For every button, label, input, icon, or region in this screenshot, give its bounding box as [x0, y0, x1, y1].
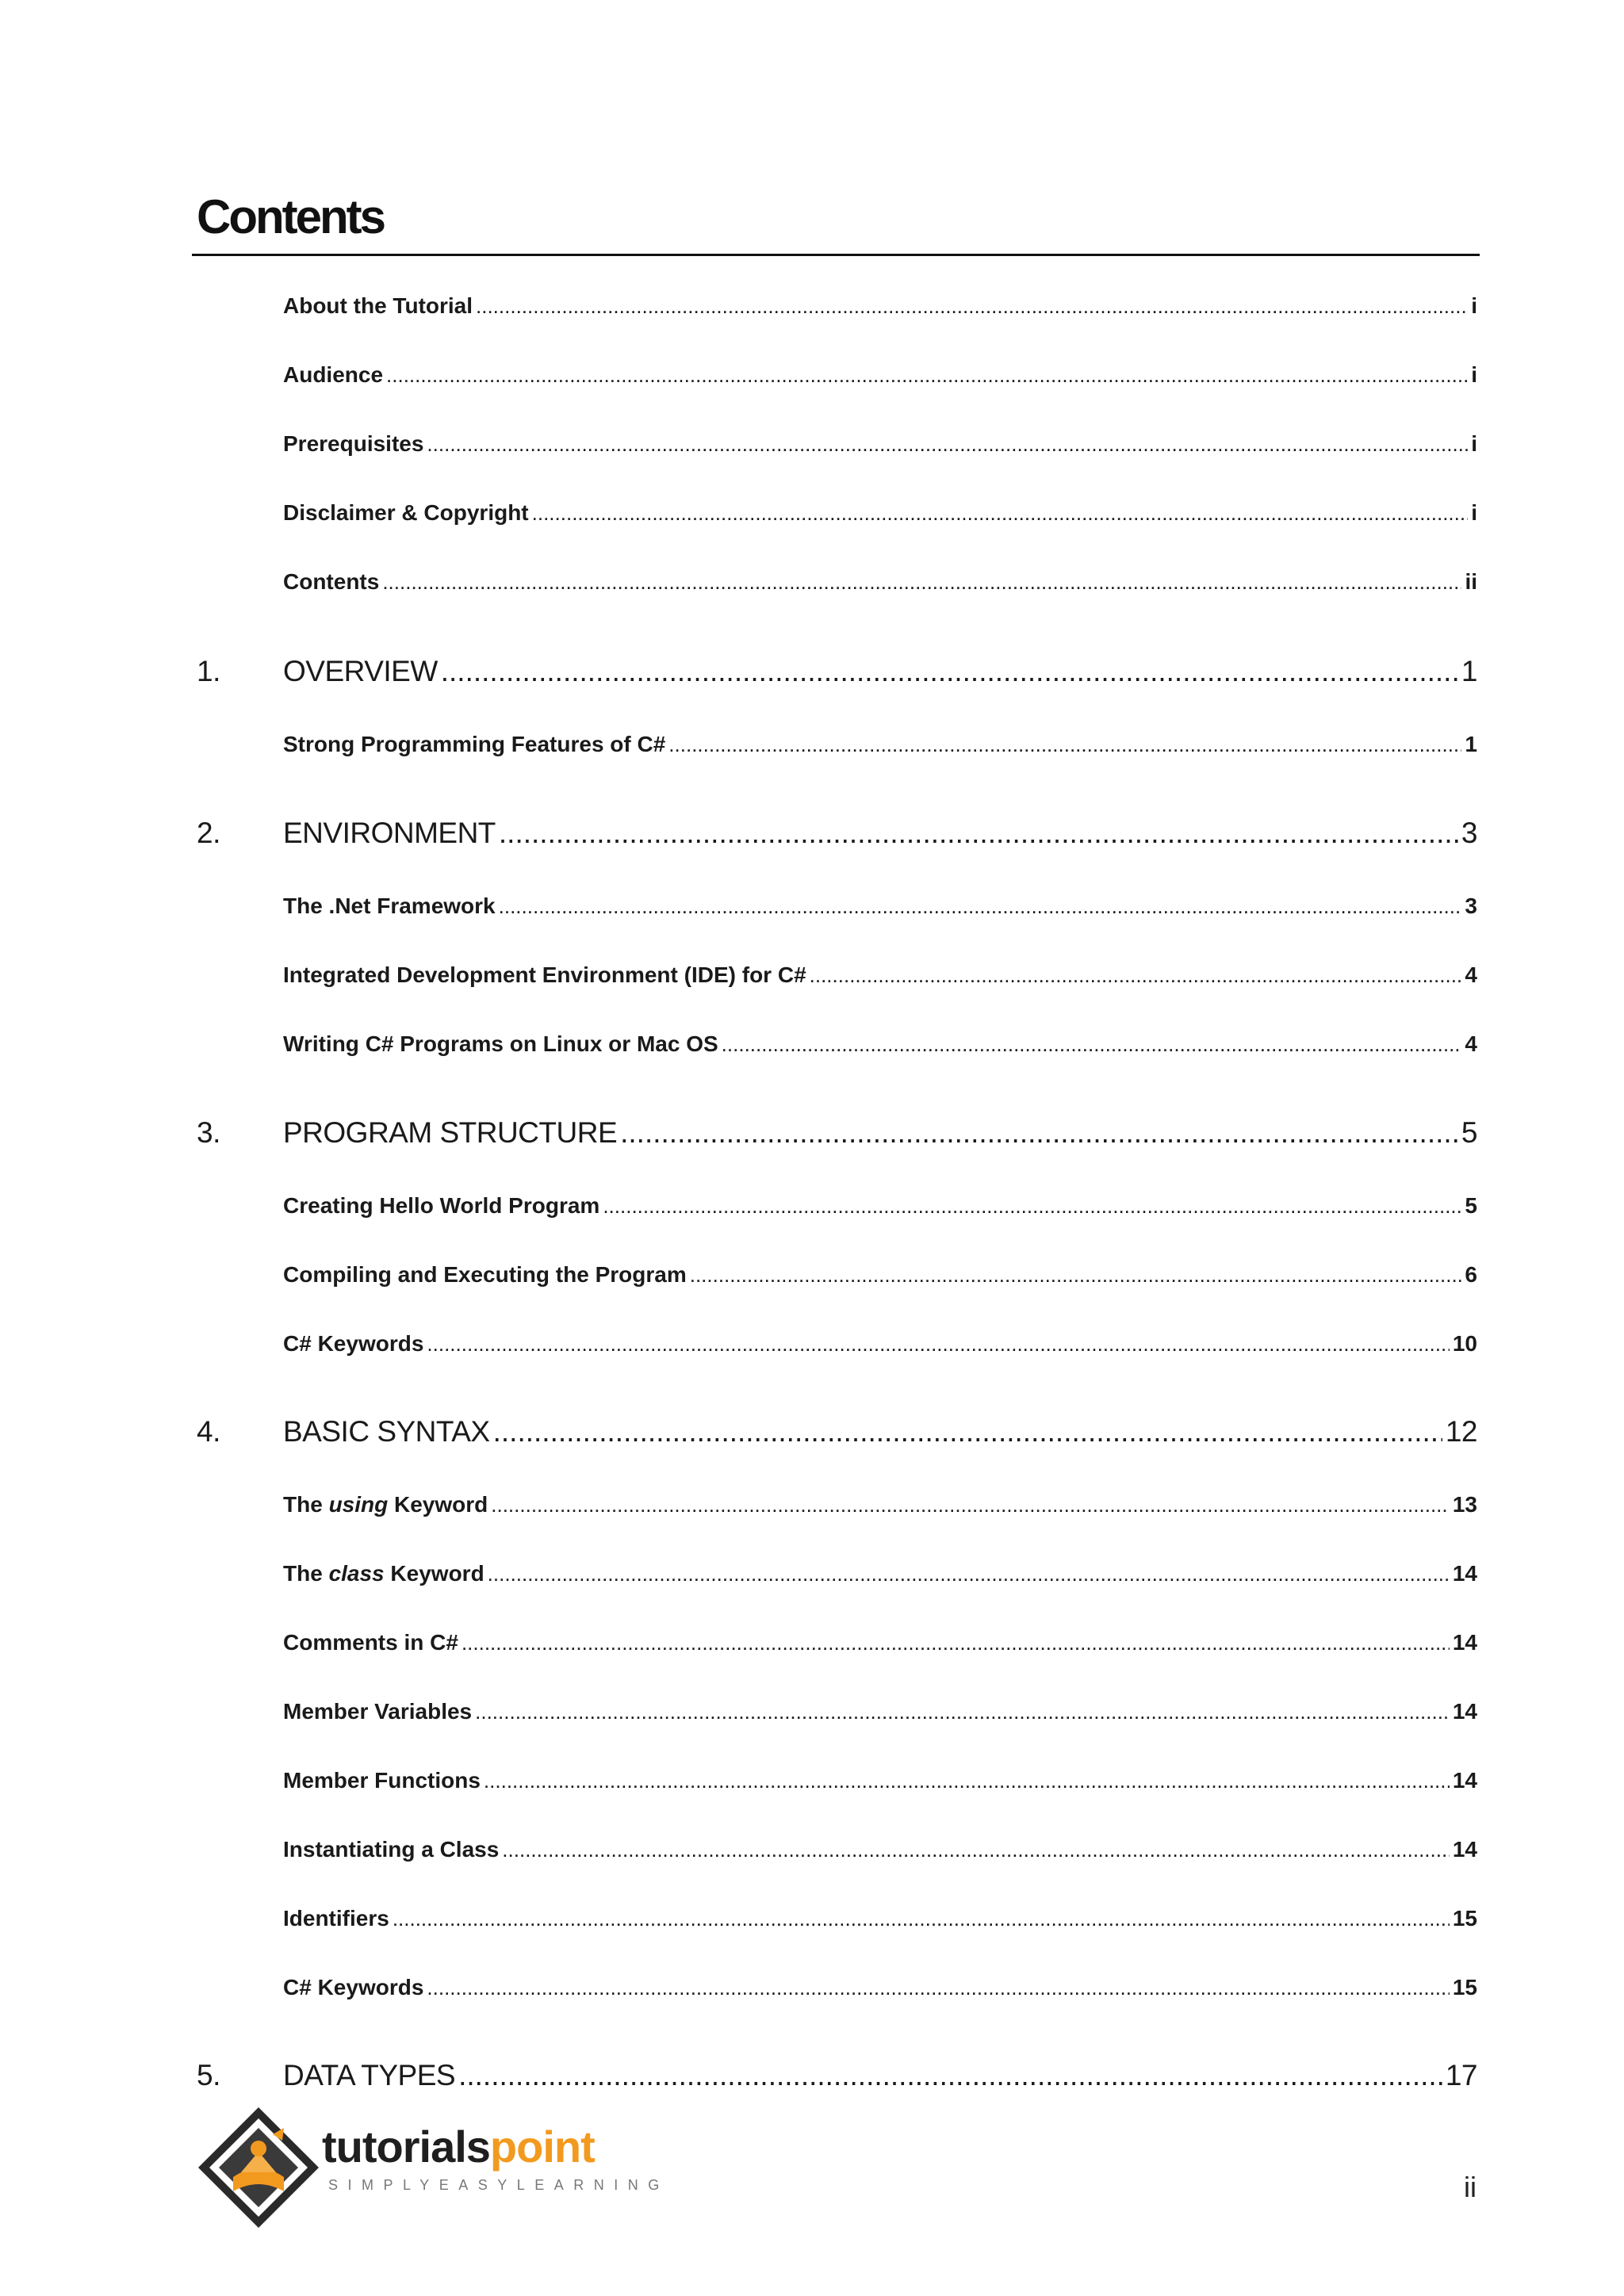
toc-chapter-basic-syntax[interactable] — [197, 1415, 1477, 1448]
toc-entry-label: Comments in C# — [283, 1630, 458, 1655]
toc-entry-page: 14 — [1452, 1561, 1477, 1586]
toc-entry-label: Prerequisites — [283, 431, 424, 456]
toc-entry-page: 15 — [1452, 1906, 1477, 1931]
chapter-number: 1. — [197, 655, 220, 687]
toc-entry-label: C# Keywords — [283, 1331, 424, 1356]
toc-entry-page: 14 — [1452, 1699, 1477, 1724]
toc-entry-linux-mac[interactable] — [283, 1031, 1477, 1057]
toc-entry-strong-features[interactable] — [283, 732, 1477, 757]
toc-entry-identifiers[interactable] — [283, 1906, 1477, 1931]
page-title: Contents — [197, 190, 384, 243]
chapter-number: 4. — [197, 1415, 220, 1448]
toc-entry-page: 13 — [1452, 1492, 1477, 1517]
toc-chapter-data-types[interactable] — [197, 2059, 1477, 2092]
toc-entry-net-framework[interactable] — [283, 894, 1477, 919]
toc-chapter-overview[interactable] — [197, 655, 1477, 688]
toc-entry-label: About the Tutorial — [283, 293, 473, 318]
toc-entry-label: Compiling and Executing the Program — [283, 1262, 687, 1287]
toc-entry-label — [283, 1561, 485, 1586]
toc-entry-label: Member Variables — [283, 1699, 473, 1724]
toc-entry-compiling[interactable] — [283, 1262, 1477, 1288]
toc-entry-page: 10 — [1452, 1331, 1477, 1356]
toc-entry-page: i — [1471, 431, 1477, 456]
toc-entry-label: Integrated Development Environment (IDE) for C# — [283, 962, 806, 987]
dot-leader — [491, 1492, 1450, 1517]
dot-leader — [427, 1975, 1449, 2000]
dot-leader — [427, 431, 1468, 457]
toc-entry-keywords-2[interactable] — [283, 1975, 1477, 2000]
label-prefix: The — [283, 1561, 329, 1586]
toc-entry-page: 6 — [1465, 1262, 1477, 1287]
toc-entry-ide[interactable] — [283, 962, 1477, 988]
toc-entry-prerequisites[interactable] — [283, 431, 1477, 457]
chapter-page: 3 — [1461, 817, 1477, 849]
dot-leader — [690, 1262, 1462, 1288]
toc-entry-audience[interactable] — [283, 362, 1477, 388]
chapter-label: OVERVIEW — [283, 655, 438, 687]
label-emphasis: class — [328, 1561, 385, 1586]
toc-entry-page: 14 — [1452, 1768, 1477, 1793]
tutorialspoint-logo-icon — [195, 2104, 322, 2231]
chapter-page: 17 — [1445, 2059, 1477, 2091]
chapter-page: 1 — [1461, 655, 1477, 687]
toc-entry-label: C# Keywords — [283, 1975, 424, 1999]
toc-entry-page: 5 — [1465, 1193, 1477, 1218]
logo-wordmark — [322, 2122, 595, 2172]
toc-chapter-environment[interactable] — [197, 817, 1477, 850]
dot-leader — [441, 655, 1458, 688]
toc-entry-keywords-1[interactable] — [283, 1331, 1477, 1357]
toc-entry-page: ii — [1465, 569, 1477, 594]
toc-entry-label — [283, 1492, 488, 1517]
dot-leader — [462, 1630, 1450, 1655]
dot-leader — [810, 962, 1462, 988]
dot-leader — [620, 1116, 1458, 1150]
toc-entry-contents[interactable] — [283, 569, 1477, 595]
dot-leader — [476, 293, 1468, 319]
toc-entry-label: Member Functions — [283, 1768, 481, 1793]
dot-leader — [475, 1699, 1450, 1724]
toc-entry-label: Writing C# Programs on Linux or Mac OS — [283, 1031, 718, 1056]
chapter-number: 5. — [197, 2059, 220, 2091]
dot-leader — [484, 1768, 1450, 1793]
chapter-page: 5 — [1461, 1116, 1477, 1149]
toc-entry-using-keyword[interactable] — [283, 1492, 1477, 1517]
toc-entry-page: 4 — [1465, 962, 1477, 987]
dot-leader — [458, 2059, 1442, 2092]
dot-leader — [386, 362, 1468, 388]
label-suffix: Keyword — [388, 1492, 488, 1517]
logo-word-point: point — [489, 2122, 595, 2172]
logo-tagline: SIMPLYEASYLEARNING — [328, 2177, 669, 2193]
tutorialspoint-logo — [195, 2104, 669, 2231]
dot-leader — [532, 500, 1469, 526]
toc-entry-comments[interactable] — [283, 1630, 1477, 1655]
dot-leader — [502, 1837, 1450, 1862]
label-emphasis: using — [328, 1492, 389, 1517]
toc-entry-label: Creating Hello World Program — [283, 1193, 600, 1218]
toc-entry-page: 14 — [1452, 1630, 1477, 1655]
toc-entry-label: Audience — [283, 362, 384, 387]
label-suffix: Keyword — [384, 1561, 485, 1586]
label-prefix: The — [283, 1492, 329, 1517]
toc-entry-label: The .Net Framework — [283, 894, 496, 918]
toc-entry-member-variables[interactable] — [283, 1699, 1477, 1724]
dot-leader — [382, 569, 1461, 595]
toc-entry-hello-world[interactable] — [283, 1193, 1477, 1219]
toc-entry-label: Strong Programming Features of C# — [283, 732, 666, 756]
toc-entry-disclaimer[interactable] — [283, 500, 1477, 526]
toc-entry-label: Disclaimer & Copyright — [283, 500, 529, 525]
toc-entry-page: 3 — [1465, 894, 1477, 918]
toc-entry-label: Contents — [283, 569, 380, 594]
dot-leader — [722, 1031, 1462, 1057]
dot-leader — [393, 1906, 1450, 1931]
chapter-number: 3. — [197, 1116, 220, 1149]
page-number: ii — [1464, 2171, 1477, 2203]
toc-entry-page: 14 — [1452, 1837, 1477, 1862]
chapter-label: PROGRAM STRUCTURE — [283, 1116, 618, 1149]
chapter-label: BASIC SYNTAX — [283, 1415, 490, 1448]
dot-leader — [603, 1193, 1461, 1219]
toc-entry-page: 4 — [1465, 1031, 1477, 1056]
dot-leader — [668, 732, 1461, 757]
chapter-page: 12 — [1445, 1415, 1477, 1448]
toc-chapter-program-structure[interactable] — [197, 1116, 1477, 1150]
dot-leader — [488, 1561, 1450, 1586]
toc-entry-page: i — [1471, 293, 1477, 318]
dot-leader — [493, 1415, 1442, 1448]
dot-leader — [499, 817, 1458, 850]
chapter-label: ENVIRONMENT — [283, 817, 496, 849]
toc-entry-instantiating[interactable] — [283, 1837, 1477, 1862]
chapter-label: DATA TYPES — [283, 2059, 456, 2091]
toc-entry-page: i — [1471, 500, 1477, 525]
toc-entry-page: i — [1471, 362, 1477, 387]
toc-entry-label: Instantiating a Class — [283, 1837, 500, 1862]
chapter-number: 2. — [197, 817, 220, 849]
toc-entry-class-keyword[interactable] — [283, 1561, 1477, 1586]
toc-entry-about-the-tutorial[interactable] — [283, 293, 1477, 319]
toc-entry-label: Identifiers — [283, 1906, 389, 1931]
dot-leader — [499, 894, 1462, 919]
dot-leader — [427, 1331, 1449, 1357]
toc-entry-page: 15 — [1452, 1975, 1477, 1999]
toc-entry-member-functions[interactable] — [283, 1768, 1477, 1793]
logo-word-tutorials: tutorials — [322, 2122, 490, 2172]
toc-entry-page: 1 — [1465, 732, 1477, 756]
